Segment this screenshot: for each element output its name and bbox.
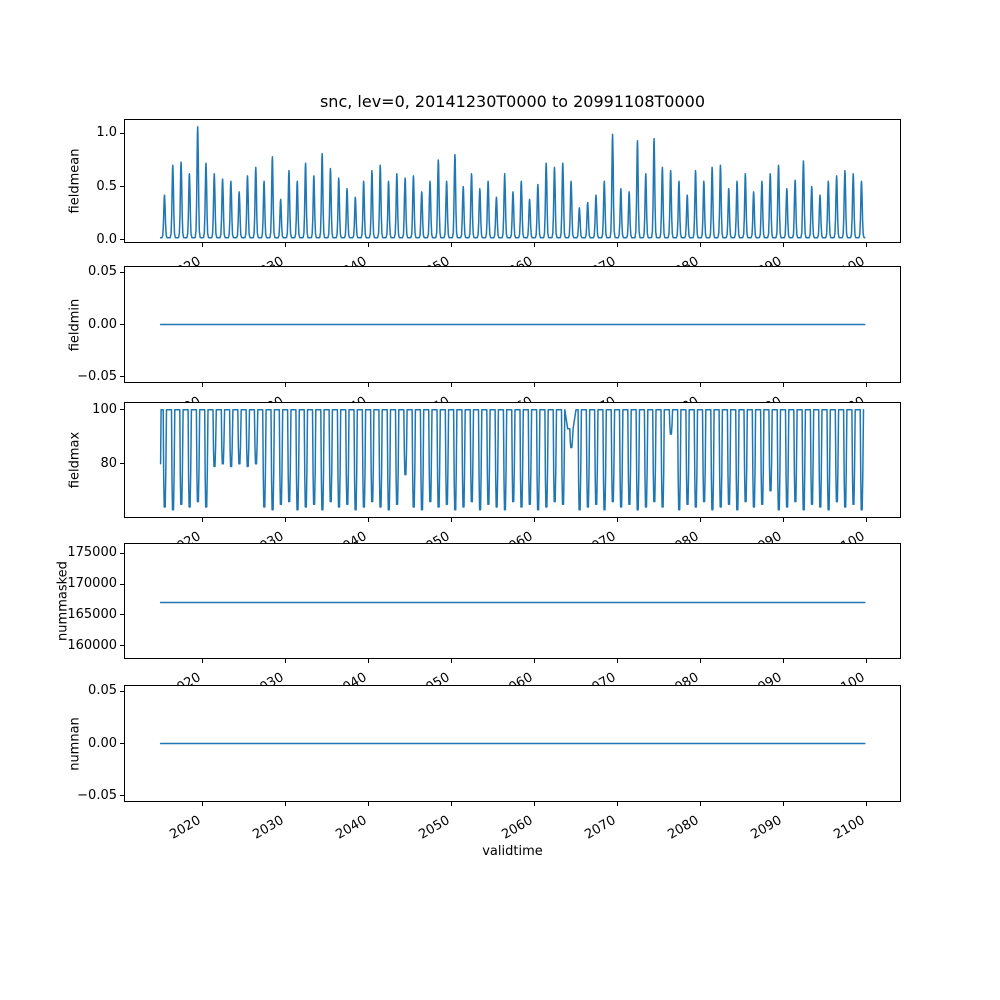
y-tick-label: 175000 <box>67 545 117 561</box>
x-tick-mark <box>534 802 535 806</box>
y-tick-label: 0.00 <box>88 735 117 751</box>
x-tick-mark <box>285 383 286 387</box>
x-tick-mark <box>368 659 369 663</box>
x-tick-mark <box>534 659 535 663</box>
x-tick-mark <box>451 243 452 247</box>
x-tick-mark <box>783 243 784 247</box>
y-tick-mark <box>120 463 124 464</box>
x-tick-mark <box>700 659 701 663</box>
y-tick-mark <box>120 584 124 585</box>
x-tick-mark <box>700 383 701 387</box>
x-tick-mark <box>285 802 286 806</box>
y-tick-mark <box>120 743 124 744</box>
x-tick-mark <box>700 243 701 247</box>
y-axis-label-nummasked: nummasked <box>55 561 71 641</box>
x-tick-label: 2080 <box>665 813 702 843</box>
plot-area <box>125 544 900 658</box>
y-tick-label: 0.0 <box>96 231 117 247</box>
y-tick-label: 0.05 <box>88 264 117 280</box>
x-tick-mark <box>866 802 867 806</box>
x-tick-mark <box>866 518 867 522</box>
x-tick-mark <box>202 383 203 387</box>
x-tick-label: 2030 <box>250 813 287 843</box>
x-tick-mark <box>202 518 203 522</box>
y-axis-label-fieldmax: fieldmax <box>67 431 83 489</box>
y-tick-mark <box>120 239 124 240</box>
x-tick-mark <box>451 659 452 663</box>
subplot-numnan <box>67 683 901 843</box>
y-tick-mark <box>120 376 124 377</box>
subplot-fieldmean <box>67 119 901 247</box>
subplot-fieldmin <box>67 264 901 384</box>
x-tick-mark <box>783 518 784 522</box>
y-tick-mark <box>120 186 124 187</box>
x-tick-mark <box>866 659 867 663</box>
plot-area <box>125 686 900 801</box>
y-tick-mark <box>120 614 124 615</box>
y-tick-mark <box>120 133 124 134</box>
y-tick-label: 0.00 <box>88 316 117 332</box>
y-tick-mark <box>120 645 124 646</box>
x-axis-label: validtime <box>482 844 543 859</box>
x-tick-label: 2040 <box>333 813 370 843</box>
x-tick-mark <box>617 518 618 522</box>
subplot-fieldmax <box>67 401 901 518</box>
y-tick-label: 165000 <box>67 606 117 622</box>
y-tick-mark <box>120 324 124 325</box>
x-tick-mark <box>285 659 286 663</box>
y-tick-mark <box>120 795 124 796</box>
x-tick-mark <box>451 518 452 522</box>
y-axis-label-fieldmean: fieldmean <box>67 148 83 214</box>
x-tick-mark <box>617 659 618 663</box>
y-tick-label: 170000 <box>67 576 117 592</box>
y-tick-mark <box>120 272 124 273</box>
x-tick-mark <box>534 383 535 387</box>
x-tick-mark <box>451 383 452 387</box>
y-tick-label: −0.05 <box>77 368 117 384</box>
plot-area <box>125 120 900 242</box>
x-tick-mark <box>783 802 784 806</box>
x-tick-mark <box>202 802 203 806</box>
x-tick-mark <box>451 802 452 806</box>
x-tick-label: 2070 <box>582 813 619 843</box>
y-tick-label: 100 <box>92 401 117 417</box>
x-tick-label: 2050 <box>416 813 453 843</box>
x-tick-mark <box>866 383 867 387</box>
x-tick-mark <box>700 802 701 806</box>
subplot-nummasked <box>55 543 901 659</box>
x-tick-mark <box>202 243 203 247</box>
x-tick-mark <box>617 243 618 247</box>
x-tick-mark <box>534 243 535 247</box>
series-line <box>161 410 864 510</box>
y-tick-mark <box>120 553 124 554</box>
y-tick-label: −0.05 <box>77 787 117 803</box>
x-tick-label: 2090 <box>748 813 785 843</box>
y-axis-label-numnan: numnan <box>67 716 83 771</box>
y-tick-label: 160000 <box>67 637 117 653</box>
plot-area <box>125 403 900 517</box>
x-tick-mark <box>617 802 618 806</box>
x-tick-mark <box>368 802 369 806</box>
x-tick-label: 2060 <box>499 813 536 843</box>
y-tick-label: 1.0 <box>96 125 117 141</box>
y-tick-label: 0.05 <box>88 683 117 699</box>
x-tick-mark <box>202 659 203 663</box>
y-tick-label: 0.5 <box>96 178 117 194</box>
series-line <box>161 127 865 238</box>
chart-title: snc, lev=0, 20141230T0000 to 20991108T0000 <box>319 92 706 111</box>
y-axis-label-fieldmin: fieldmin <box>67 298 83 351</box>
x-tick-label: 2100 <box>831 813 868 843</box>
x-tick-mark <box>368 383 369 387</box>
y-tick-mark <box>120 409 124 410</box>
x-tick-mark <box>783 659 784 663</box>
x-tick-label: 2020 <box>167 813 204 843</box>
x-tick-mark <box>285 518 286 522</box>
x-tick-mark <box>783 383 784 387</box>
y-tick-mark <box>120 691 124 692</box>
x-tick-mark <box>700 518 701 522</box>
x-tick-mark <box>368 518 369 522</box>
x-tick-mark <box>617 383 618 387</box>
x-tick-mark <box>534 518 535 522</box>
x-tick-mark <box>368 243 369 247</box>
x-tick-mark <box>866 243 867 247</box>
x-tick-mark <box>285 243 286 247</box>
y-tick-label: 80 <box>100 455 117 471</box>
plot-area <box>125 267 900 382</box>
